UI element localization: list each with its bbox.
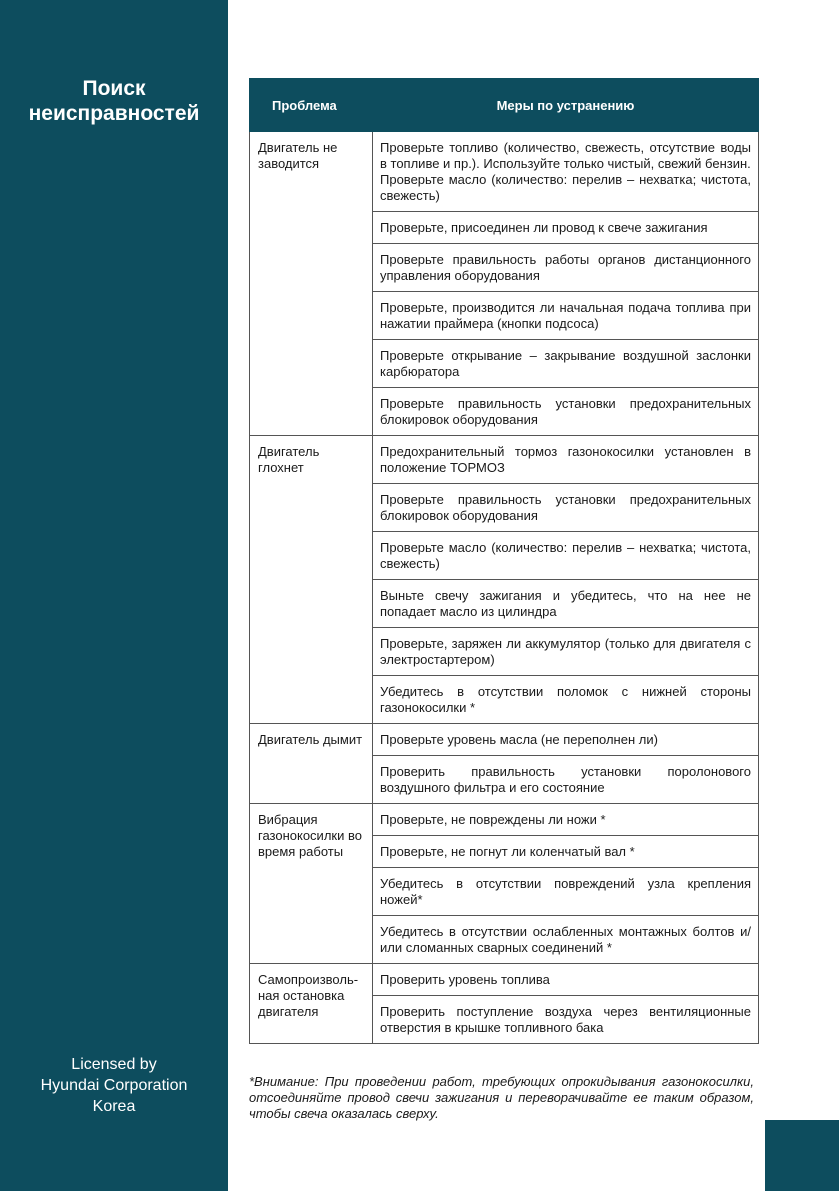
measure-cell: Проверьте, заряжен ли аккумулятор (только для двигателя с электростартером)	[373, 628, 759, 676]
sidebar	[0, 0, 228, 1191]
table-header-row	[250, 79, 759, 132]
footnote: *Внимание: При проведении работ, требующих опрокидывания газонокосилки, отсоединяйте провод свечи зажигания и переворачивайте ее таким образом, чтобы свеча оказалась сверху.	[249, 1074, 754, 1121]
measure-cell: Проверьте правильность работы органов дистанционного управления оборудования	[373, 244, 759, 292]
troubleshooting-table-wrapper	[249, 78, 758, 1044]
header-problem: Проблема	[250, 79, 373, 132]
problem-cell: Двигатель глохнет	[250, 436, 373, 724]
measure-cell: Проверьте топливо (количество, свежесть, отсутствие воды в топливе и пр.). Используйте только чистый, свежий бензин. Проверьте масло (количество: перелив – нехватка; чистота, свежесть)	[373, 132, 759, 212]
table-row	[250, 804, 759, 836]
measure-cell: Проверьте, производится ли начальная подача топлива при нажатии праймера (кнопки подсоса)	[373, 292, 759, 340]
table-body	[250, 132, 759, 1044]
section-title-line1: Поиск	[82, 77, 146, 100]
table-row	[250, 132, 759, 212]
table-row	[250, 724, 759, 756]
measure-cell: Проверить правильность установки поролонового воздушного фильтра и его состояние	[373, 756, 759, 804]
table-row	[250, 436, 759, 484]
measure-cell: Проверьте правильность установки предохранительных блокировок оборудования	[373, 388, 759, 436]
problem-cell: Двигатель дымит	[250, 724, 373, 804]
license-line2: Hyundai Corporation	[40, 1077, 188, 1094]
measure-cell: Проверьте масло (количество: перелив – нехватка; чистота, свежесть)	[373, 532, 759, 580]
measure-cell: Убедитесь в отсутствии поломок с нижней стороны газонокосилки *	[373, 676, 759, 724]
measure-cell: Проверьте, не повреждены ли ножи *	[373, 804, 759, 836]
header-measures: Меры по устранению	[373, 79, 759, 132]
problem-cell: Самопроизволь-ная остановка двигателя	[250, 964, 373, 1044]
measure-cell: Убедитесь в отсутствии повреждений узла крепления ножей*	[373, 868, 759, 916]
license-note	[0, 1054, 228, 1117]
measure-cell: Убедитесь в отсутствии ослабленных монтажных болтов и/или сломанных сварных соединений *	[373, 916, 759, 964]
measure-cell: Проверьте открывание – закрывание воздушной заслонки карбюратора	[373, 340, 759, 388]
page-corner-block	[765, 1120, 839, 1191]
measure-cell: Проверить уровень топлива	[373, 964, 759, 996]
measure-cell: Проверить поступление воздуха через вентиляционные отверстия в крышке топливного бака	[373, 996, 759, 1044]
problem-cell: Вибрация газонокосилки во время работы	[250, 804, 373, 964]
measure-cell: Проверьте правильность установки предохранительных блокировок оборудования	[373, 484, 759, 532]
troubleshooting-table	[249, 78, 759, 1044]
license-line1: Licensed by	[71, 1056, 157, 1073]
measure-cell: Предохранительный тормоз газонокосилки установлен в положение ТОРМОЗ	[373, 436, 759, 484]
measure-cell: Проверьте уровень масла (не переполнен ли)	[373, 724, 759, 756]
measure-cell: Проверьте, не погнут ли коленчатый вал *	[373, 836, 759, 868]
section-title	[0, 76, 228, 126]
table-row	[250, 964, 759, 996]
measure-cell: Выньте свечу зажигания и убедитесь, что на нее не попадает масло из цилиндра	[373, 580, 759, 628]
measure-cell: Проверьте, присоединен ли провод к свече зажигания	[373, 212, 759, 244]
section-title-line2: неисправностей	[28, 102, 200, 125]
problem-cell: Двигатель не заводится	[250, 132, 373, 436]
license-line3: Korea	[92, 1098, 136, 1115]
